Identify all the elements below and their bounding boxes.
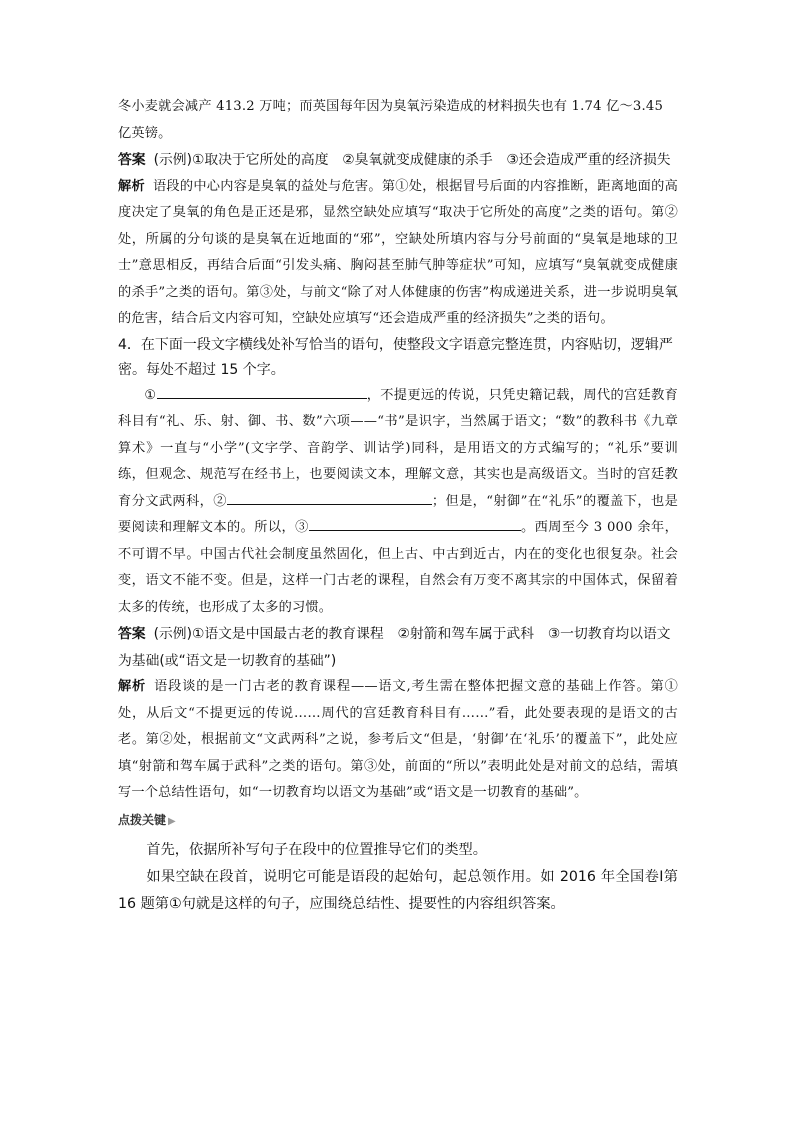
question-4-answer-text: (示例)①语文是中国最古老的教育课程 ②射箭和驾车属于武科 ③一切教育均以语文为基础(或“语文是一切教育的基础”) [118,626,671,669]
key-paragraph-2: 如果空缺在段首，说明它可能是语段的起始句，起总领作用。如 2016 年全国卷Ⅰ第 16 题第①句就是这样的句子，应围绕总结性、提要性的内容组织答案。 [118,868,678,912]
passage-seg2: ；但是，“射御”在“礼乐”的覆盖下，也是要阅读和理解文本的。所以， [118,493,678,535]
question-4-passage [118,383,678,622]
passage-seg1: ，不提更远的传说，只凭史籍记载，周代的宫廷教育科目有“礼、乐、射、御、书、数”六项——“书”是识字，当然属于语文；“数”的教科书《九章算术》一直与“小学”(文字学、音韵学、训诂学)同科，是用语文的方式编写的；“礼乐”要训练，但观念、规范写在经书上，也要阅读文本，理解文意，其实也是高级语文。当时的宫廷教育分文武两科， [118,387,678,509]
blank-marker-3: ③ [295,520,309,535]
blank-line-1 [157,384,367,399]
question-4-answer [118,621,678,674]
blank-marker-1: ① [144,387,157,403]
key-points-heading [118,809,678,833]
question-4: 4．在下面一段文字横线处补写恰当的语句，使整段文字语意完整连贯，内容贴切，逻辑严密。每处不超过 15 个字。 [118,336,673,378]
analysis-label: 解析 [118,178,145,194]
passage-seg3: 。西周至今 3 000 余年，不可谓不早。中国古代社会制度虽然固化，但上古、中古到近古，内在的变化也很复杂。社会变，语文不能不变。但是，这样一门古老的课程，自然会有万变不离其宗的中国体式，保留着太多的传统，也形成了太多的习惯。 [118,520,678,615]
document-page [118,94,678,918]
prev-continuation [118,94,678,147]
key-paragraph-1: 首先，依据所补写句子在段中的位置推导它们的类型。 [146,841,487,858]
prev-cont-line2: 亿英镑。 [118,125,172,141]
question-4-analysis [118,674,678,807]
prev-answer [118,147,678,174]
blank-line-2 [227,490,432,505]
prev-answer-text: (示例)①取决于它所处的高度 ②臭氧就变成健康的杀手 ③还会造成严重的经济损失 [153,152,671,168]
play-arrow-icon: ▶ [168,815,176,827]
prev-analysis-text: 语段的中心内容是臭氧的益处与危害。第①处，根据冒号后面的内容推断，距离地面的高度决定了臭氧的角色是正还是邪，显然空缺处应填写“取决于它所处的高度”之类的语句。第②处，所属的分句谈的是臭氧在近地面的“邪”，空缺处所填内容与分号前面的“臭氧是地球的卫士”意思相反，再结合后面“引发头痛、胸闷甚至肺气肿等症状”可知，应填写“臭氧就变成健康的杀手”之类的语句。第③处，与前文“除了对人体健康的伤害”构成递进关系，进一步说明臭氧的危害，结合后文内容可知，空缺处应填写“还会造成严重的经济损失”之类的语句。 [118,178,679,326]
blank-marker-2: ② [213,493,227,509]
answer-label: 答案 [118,152,146,168]
analysis-label: 解析 [118,679,147,694]
question-4-analysis-text: 语段谈的是一门古老的教育课程——语文,考生需在整体把握文意的基础上作答。第①处，从后文“不提更远的传说……周代的宫廷教育科目有……”看，此处要表现的是语文的古老。第②处，根据前文“文武两科”之说，参考后文“但是，‘射御’在‘礼乐’的覆盖下”，此处应填“射箭和驾车属于武科”之类的语句。第③处，前面的“所以”表明此处是对前文的总结，需填写一个总结性语句，如“一切教育均以语文为基础”或“语文是一切教育的基础”。 [118,679,678,800]
answer-label: 答案 [118,626,146,642]
blank-line-3 [309,516,521,531]
prev-analysis [118,174,678,333]
prev-cont-line1: 冬小麦就会减产 413.2 万吨；而英国每年因为臭氧污染造成的材料损失也有 1.74 亿～3.45 [118,99,664,114]
key-heading-text: 点拨关键 [118,812,167,827]
